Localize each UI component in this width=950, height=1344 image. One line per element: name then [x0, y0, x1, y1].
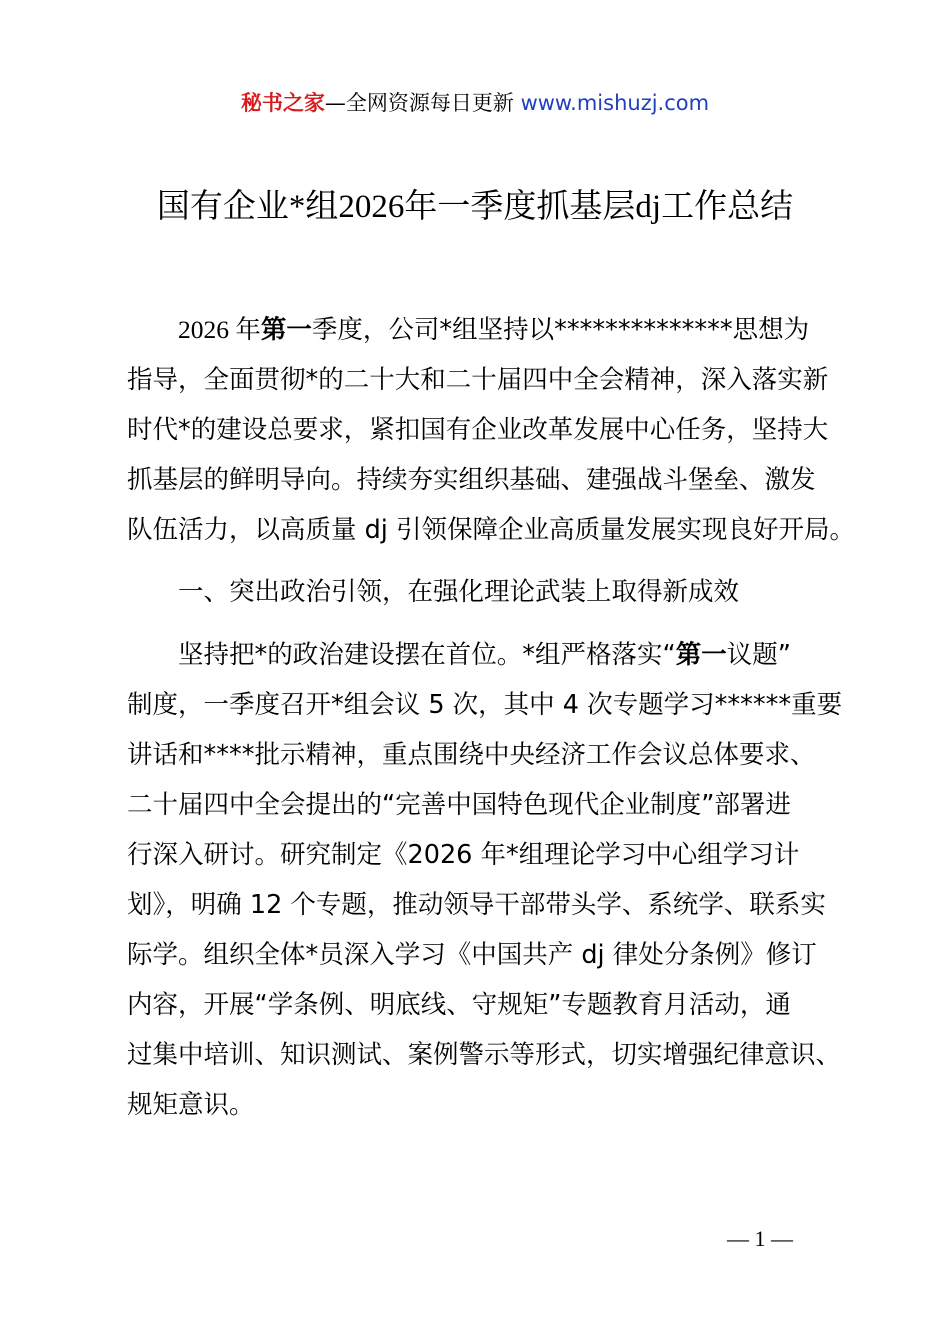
site-brand: 秘书之家: [240, 91, 325, 115]
text-segment: 坚持把*的政治建设摆在首位。*组严格落实“: [178, 640, 676, 670]
paragraph-line: 抓基层的鲜明导向。持续夯实组织基础、建强战斗堡垒、激发: [127, 465, 816, 495]
paragraph-line: 行深入研讨。研究制定《2026 年*组理论学习中心组学习计: [127, 840, 800, 870]
paragraph-line: 规矩意识。: [127, 1090, 255, 1120]
paragraph-line: 际学。组织全体*员深入学习《中国共产 dj 律处分条例》修订: [127, 940, 817, 970]
bold-text: 第一: [675, 640, 727, 670]
section-heading-1: [127, 567, 837, 617]
paragraph-line: 指导，全面贯彻*的二十大和二十届四中全会精神，深入落实新: [127, 365, 829, 395]
paragraph-section-1: [127, 630, 843, 1130]
paragraph-line: 划》，明确 12 个专题，推动领导干部带头学、系统学、联系实: [127, 890, 826, 920]
paragraph-line: [127, 305, 837, 355]
text-segment: 议题”: [726, 640, 791, 670]
paragraph-intro: [127, 305, 855, 555]
page-number: — 1 —: [727, 1226, 793, 1251]
paragraph-line: 二十届四中全会提出的“完善中国特色现代企业制度”部署进: [127, 790, 791, 820]
paragraph-line: 队伍活力，以高质量 dj 引领保障企业高质量发展实现良好开局。: [127, 515, 855, 545]
paragraph-line: 制度，一季度召开*组会议 5 次，其中 4 次专题学习******重要: [127, 690, 843, 720]
section-heading-text: 一、突出政治引领，在强化理论武装上取得新成效: [178, 577, 740, 607]
paragraph-line: 内容，开展“学条例、明底线、守规矩”专题教育月活动，通: [127, 990, 791, 1020]
bold-text: 第一: [260, 315, 312, 345]
document-title: 国有企业*组2026年一季度抓基层dj工作总结: [156, 189, 794, 225]
site-slogan: —全网资源每日更新: [324, 91, 514, 115]
paragraph-line: 时代*的建设总要求，紧扣国有企业改革发展中心任务，坚持大: [127, 415, 829, 445]
text-segment: 2026 年: [178, 315, 261, 344]
site-url[interactable]: www.mishuzj.com: [520, 91, 710, 115]
text-segment: 季度，公司*组坚持以**************思想为: [311, 315, 810, 345]
paragraph-line: 讲话和****批示精神，重点围绕中央经济工作会议总体要求、: [127, 740, 816, 770]
paragraph-line: 过集中培训、知识测试、案例警示等形式，切实增强纪律意识、: [127, 1040, 842, 1070]
paragraph-line: [127, 630, 837, 680]
site-header: [0, 86, 950, 120]
